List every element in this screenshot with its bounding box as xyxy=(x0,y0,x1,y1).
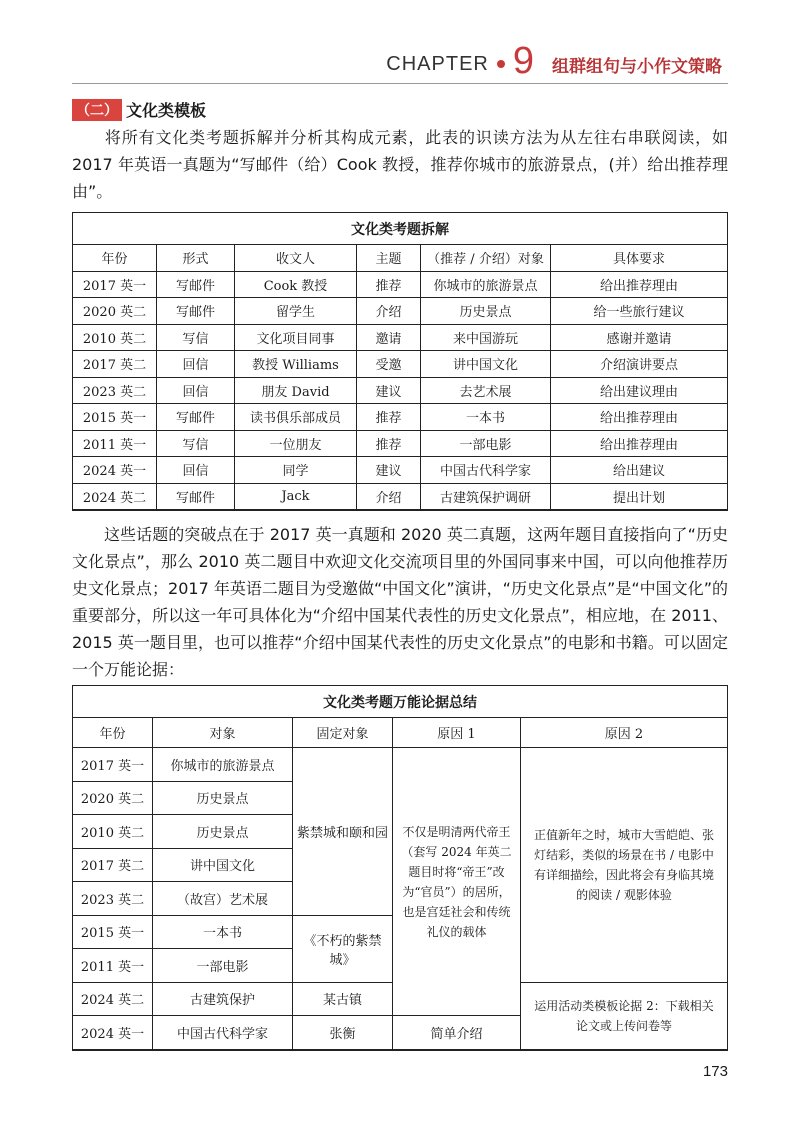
table-cell: 一部电影 xyxy=(153,949,293,983)
table-row xyxy=(73,430,728,457)
section-heading xyxy=(72,98,206,121)
table-cell: 来中国游玩 xyxy=(421,324,551,351)
table-cell: 2023 英二 xyxy=(73,882,153,916)
table-row xyxy=(73,483,728,510)
table-cell: 同学 xyxy=(235,457,357,484)
chapter-header xyxy=(386,40,722,82)
column-header: 原因 1 xyxy=(393,718,521,748)
table-cell: 2020 英二 xyxy=(73,781,153,815)
table-cell: 历史景点 xyxy=(153,781,293,815)
table-row xyxy=(73,351,728,378)
table-cell: 2015 英一 xyxy=(73,404,157,431)
table-cell: 某古镇 xyxy=(293,982,393,1016)
table-cell: 邀请 xyxy=(357,324,421,351)
column-header: 固定对象 xyxy=(293,718,393,748)
table-cell: 2024 英二 xyxy=(73,982,153,1016)
table-cell: 介绍 xyxy=(357,298,421,325)
table-cell: 古建筑保护调研 xyxy=(421,483,551,510)
table-cell: 2017 英二 xyxy=(73,351,157,378)
table-cell: 历史景点 xyxy=(421,298,551,325)
table-cell: 《不朽的紫禁城》 xyxy=(293,915,393,982)
table-cell: 2015 英一 xyxy=(73,915,153,949)
table-cell: （故宫）艺术展 xyxy=(153,882,293,916)
table-cell: 中国古代科学家 xyxy=(421,457,551,484)
table-cell: 中国古代科学家 xyxy=(153,1016,293,1050)
table-cell: 给一些旅行建议 xyxy=(551,298,728,325)
table-cell: 给出推荐理由 xyxy=(551,430,728,457)
table-cell: 2017 英一 xyxy=(73,271,157,298)
table-cell: 运用活动类模板论据 2：下载相关论文或上传问卷等 xyxy=(521,982,728,1050)
section-title: 文化类模板 xyxy=(126,101,207,120)
table-cell: 给出建议 xyxy=(551,457,728,484)
table-cell: 回信 xyxy=(157,377,235,404)
column-header: 原因 2 xyxy=(521,718,728,748)
table-cell: 2023 英二 xyxy=(73,377,157,404)
chapter-title: 组群组句与小作文策略 xyxy=(552,56,722,77)
table-cell: 2010 英二 xyxy=(73,324,157,351)
table-cell: 一本书 xyxy=(421,404,551,431)
header-divider xyxy=(72,83,728,84)
table-cell: 建议 xyxy=(357,377,421,404)
table-cell: 2017 英二 xyxy=(73,848,153,882)
column-header: （推荐 / 介绍）对象 xyxy=(421,245,551,272)
table-cell: 感谢并邀请 xyxy=(551,324,728,351)
page-number: 173 xyxy=(702,1063,728,1080)
table-cell: Jack xyxy=(235,483,357,510)
column-header: 形式 xyxy=(157,245,235,272)
table-cell: 一部电影 xyxy=(421,430,551,457)
table-row xyxy=(73,271,728,298)
table-cell: 2020 英二 xyxy=(73,298,157,325)
column-header: 年份 xyxy=(73,718,153,748)
table-cell: 回信 xyxy=(157,351,235,378)
table-cell: Cook 教授 xyxy=(235,271,357,298)
table-cell: 去艺术展 xyxy=(421,377,551,404)
table-cell: 写邮件 xyxy=(157,298,235,325)
table-cell: 2024 英一 xyxy=(73,1016,153,1050)
table-cell: 读书俱乐部成员 xyxy=(235,404,357,431)
table-cell: 2024 英二 xyxy=(73,483,157,510)
table-row xyxy=(73,457,728,484)
table-row xyxy=(73,748,728,782)
table-cell: 一位朋友 xyxy=(235,430,357,457)
table-cell: 写信 xyxy=(157,430,235,457)
table-cell: 给出推荐理由 xyxy=(551,271,728,298)
analysis-paragraph xyxy=(72,521,728,683)
table-cell: 回信 xyxy=(157,457,235,484)
table-cell: 文化项目同事 xyxy=(235,324,357,351)
table-cell: 留学生 xyxy=(235,298,357,325)
intro-paragraph xyxy=(72,124,728,205)
chapter-label: CHAPTER xyxy=(386,52,489,75)
table-row xyxy=(73,404,728,431)
table-header-row xyxy=(73,718,728,748)
table-cell: 推荐 xyxy=(357,271,421,298)
table-cell: 2011 英一 xyxy=(73,430,157,457)
universal-argument-table xyxy=(72,685,728,1051)
table-cell: 讲中国文化 xyxy=(421,351,551,378)
table-header-row xyxy=(73,245,728,272)
table-cell: 紫禁城和颐和园 xyxy=(293,748,393,916)
table-cell: 推荐 xyxy=(357,430,421,457)
table-cell: 写邮件 xyxy=(157,271,235,298)
table-cell: 一本书 xyxy=(153,915,293,949)
table-cell: 推荐 xyxy=(357,404,421,431)
table-cell: 古建筑保护 xyxy=(153,982,293,1016)
table-cell: 写邮件 xyxy=(157,404,235,431)
table-row xyxy=(73,377,728,404)
table-cell: 写信 xyxy=(157,324,235,351)
table-row xyxy=(73,324,728,351)
analysis-text: 这些话题的突破点在于 2017 英一真题和 2020 英二真题，这两年题目直接指向了“历史文化景点”，那么 2010 英二题目中欢迎文化交流项目里的外国同事来中国，可以向他推荐历史文化景点；2017 年英语二题目为受邀做“中国文化”演讲，“历史文化景点”是“中国文化”的重要部分，所以这一年可具体化为“介绍中国某代表性的历史文化景点”，相应地，在 2011、2015 英一题目里，也可以推荐“介绍中国某代表性的历史文化景点”的电影和书籍。可以固定一个万能论据： xyxy=(72,525,728,679)
table-cell: 张衡 xyxy=(293,1016,393,1050)
culture-breakdown-table xyxy=(72,212,728,511)
table-cell: 教授 Williams xyxy=(235,351,357,378)
table-row xyxy=(73,298,728,325)
table-cell: 受邀 xyxy=(357,351,421,378)
column-header: 具体要求 xyxy=(551,245,728,272)
table-cell: 你城市的旅游景点 xyxy=(153,748,293,782)
table-cell: 建议 xyxy=(357,457,421,484)
table-cell: 写邮件 xyxy=(157,483,235,510)
table-cell: 你城市的旅游景点 xyxy=(421,271,551,298)
column-header: 年份 xyxy=(73,245,157,272)
table-cell: 正值新年之时，城市大雪皑皑、张灯结彩，类似的场景在书 / 电影中有详细描绘，因此将会有身临其境的阅读 / 观影体验 xyxy=(521,748,728,983)
table-cell: 不仅是明清两代帝王（套写 2024 年英二题目时将“帝王”改为“官员”）的居所，也是宫廷社会和传统礼仪的载体 xyxy=(393,748,521,1016)
table-cell: 提出计划 xyxy=(551,483,728,510)
table-cell: 朋友 David xyxy=(235,377,357,404)
column-header: 对象 xyxy=(153,718,293,748)
table-cell: 介绍 xyxy=(357,483,421,510)
table-cell: 给出推荐理由 xyxy=(551,404,728,431)
table-cell: 2017 英一 xyxy=(73,748,153,782)
table-title: 文化类考题拆解 xyxy=(73,213,728,245)
table-cell: 2010 英二 xyxy=(73,815,153,849)
column-header: 主题 xyxy=(357,245,421,272)
table-cell: 2024 英一 xyxy=(73,457,157,484)
intro-text: 将所有文化类考题拆解并分析其构成元素，此表的识读方法为从左往右串联阅读，如 2017 年英语一真题为“写邮件（给）Cook 教授，推荐你城市的旅游景点，(并）给出推荐理由”。 xyxy=(72,128,728,201)
section-tag: （二） xyxy=(72,99,122,121)
table-cell: 讲中国文化 xyxy=(153,848,293,882)
table-title: 文化类考题万能论据总结 xyxy=(73,686,728,718)
bullet-dot-icon xyxy=(497,60,505,68)
table-cell: 历史景点 xyxy=(153,815,293,849)
table-cell: 介绍演讲要点 xyxy=(551,351,728,378)
chapter-number: 9 xyxy=(512,40,534,82)
table-cell: 给出建议理由 xyxy=(551,377,728,404)
column-header: 收文人 xyxy=(235,245,357,272)
table-cell: 简单介绍 xyxy=(393,1016,521,1050)
table-cell: 2011 英一 xyxy=(73,949,153,983)
